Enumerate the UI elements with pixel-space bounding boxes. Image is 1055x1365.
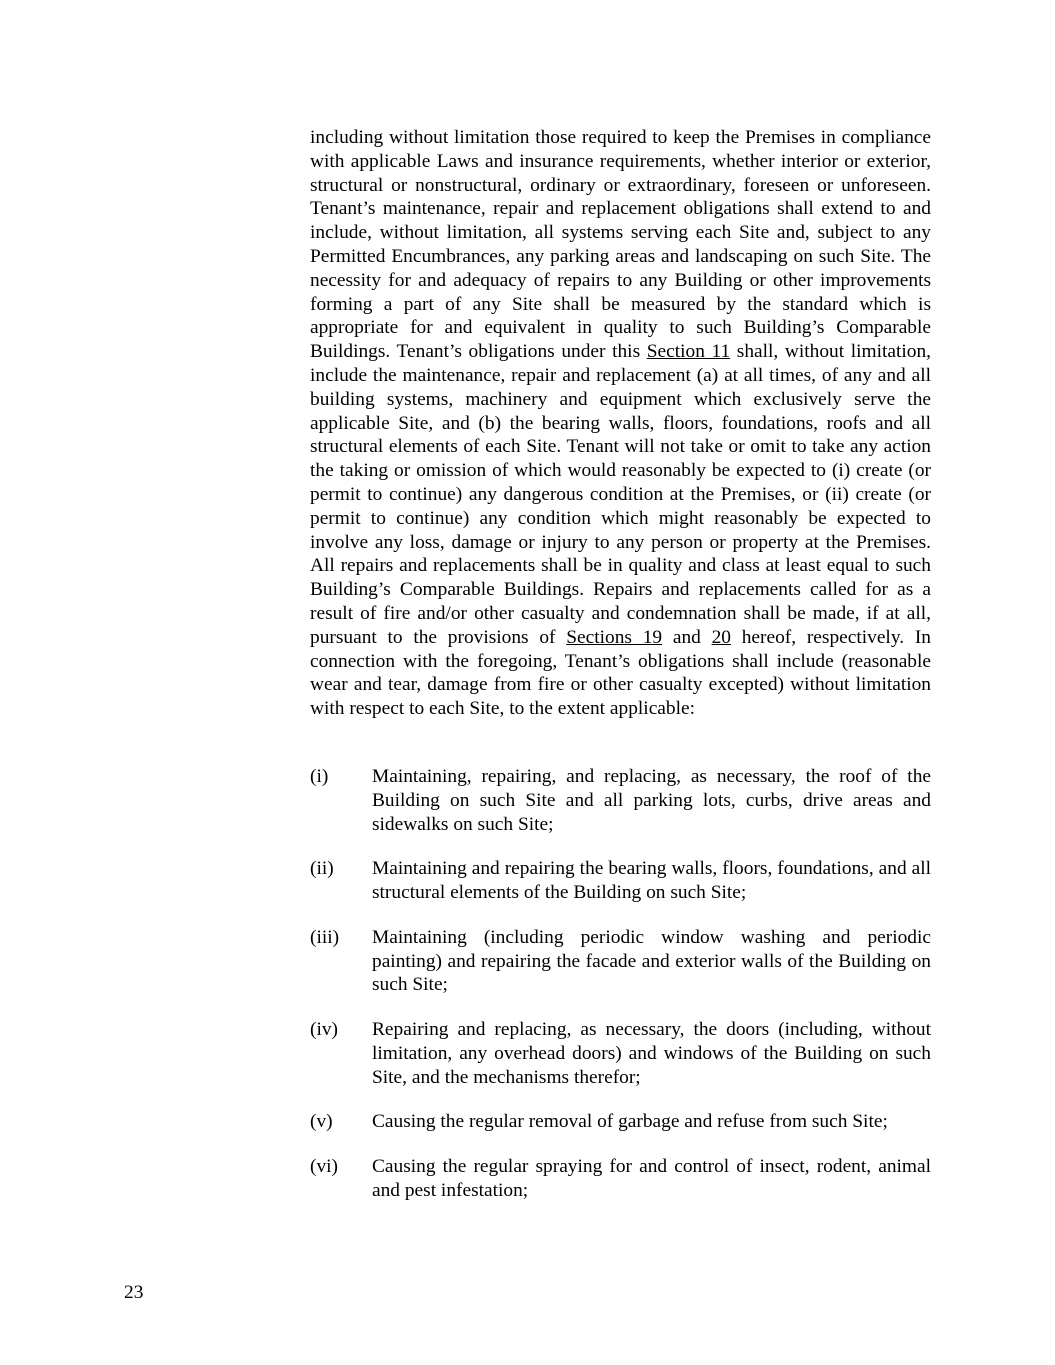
body-paragraph (310, 126, 931, 721)
list-item-text: Maintaining (including periodic window washing and periodic painting) and repairing the facade and exterior walls of the Building on such Site; (372, 926, 931, 996)
section-11-reference: Section 11 (646, 341, 731, 363)
list-item-text: Maintaining, repairing, and replacing, as necessary, the roof of the Building on such Site and all parking lots, curbs, drive areas and sidewalks on such Site; (372, 766, 931, 835)
page-number: 23 (124, 1282, 144, 1303)
list-item (310, 1110, 931, 1134)
list-item (310, 926, 931, 997)
list-item-number: (v) (310, 1111, 333, 1133)
paragraph-text: including without limitation those required to keep the Premises in compliance with applicable Laws and insurance requirements, whether interior or exterior, structural or nonstructural, ordinary or extraordinary, foreseen or unforeseen. Tenant’s maintenance, repair and replacement obligations shall extend to and include, without limitation, all systems serving each Site and, subject to any Permitted Encumbrances, any parking areas and landscaping on such Site. The necessity for and adequacy of repairs to any Building or other improvements forming a part of any Site shall be measured by the standard which is appropriate for and equivalent in quality to such Building’s Comparable Buildings. Tenant’s obligations under this (310, 127, 931, 363)
list-item-number: (vi) (310, 1156, 338, 1178)
paragraph-text: and (662, 626, 712, 648)
section-20-reference: 20 (711, 626, 731, 648)
list-item-number: (ii) (310, 858, 334, 880)
list-item (310, 765, 931, 836)
obligations-list (310, 765, 931, 1224)
list-item-text: Causing the regular removal of garbage and refuse from such Site; (372, 1111, 888, 1133)
paragraph-text: hereof, respectively. In connection with the foregoing, Tenant’s obligations shall include (reasonable wear and tear, damage from fire or other casualty excepted) without limitation with respect to each Site, to the extent applicable: (310, 626, 932, 720)
list-item (310, 1018, 931, 1089)
list-item-text: Causing the regular spraying for and control of insect, rodent, animal and pest infestation; (372, 1156, 931, 1201)
list-item-text: Maintaining and repairing the bearing walls, floors, foundations, and all structural elements of the Building on such Site; (372, 858, 931, 904)
sections-19-reference: Sections 19 (566, 626, 663, 648)
list-item-number: (iii) (310, 926, 340, 948)
list-item (310, 1155, 931, 1203)
list-item-text: Repairing and replacing, as necessary, the doors (including, without limitation, any overhead doors) and windows of the Building on such Site, and the mechanisms therefor; (372, 1019, 931, 1088)
list-item-number: (i) (310, 766, 329, 787)
list-item-number: (iv) (310, 1019, 338, 1041)
paragraph-text: shall, without limitation, include the maintenance, repair and replacement (a) at all times, of any and all building systems, machinery and equipment which exclusively serve the applicable Site, and (b) the bearing walls, floors, foundations, roofs and all structural elements of each Site. Tenant will not take or omit to take any action the taking or omission of which would reasonably be expected to (i) create (or permit to continue) any dangerous condition at the Premises, or (ii) create (or permit to continue) any condition which might reasonably be expected to involve any loss, damage or injury to any person or property at the Premises. All repairs and replacements shall be in quality and class at least equal to such Building’s Comparable Buildings. Repairs and replacements called for as a result of fire and/or other casualty and condemnation shall be made, if at all, pursuant to the provisions of (310, 341, 931, 648)
list-item (310, 857, 931, 905)
